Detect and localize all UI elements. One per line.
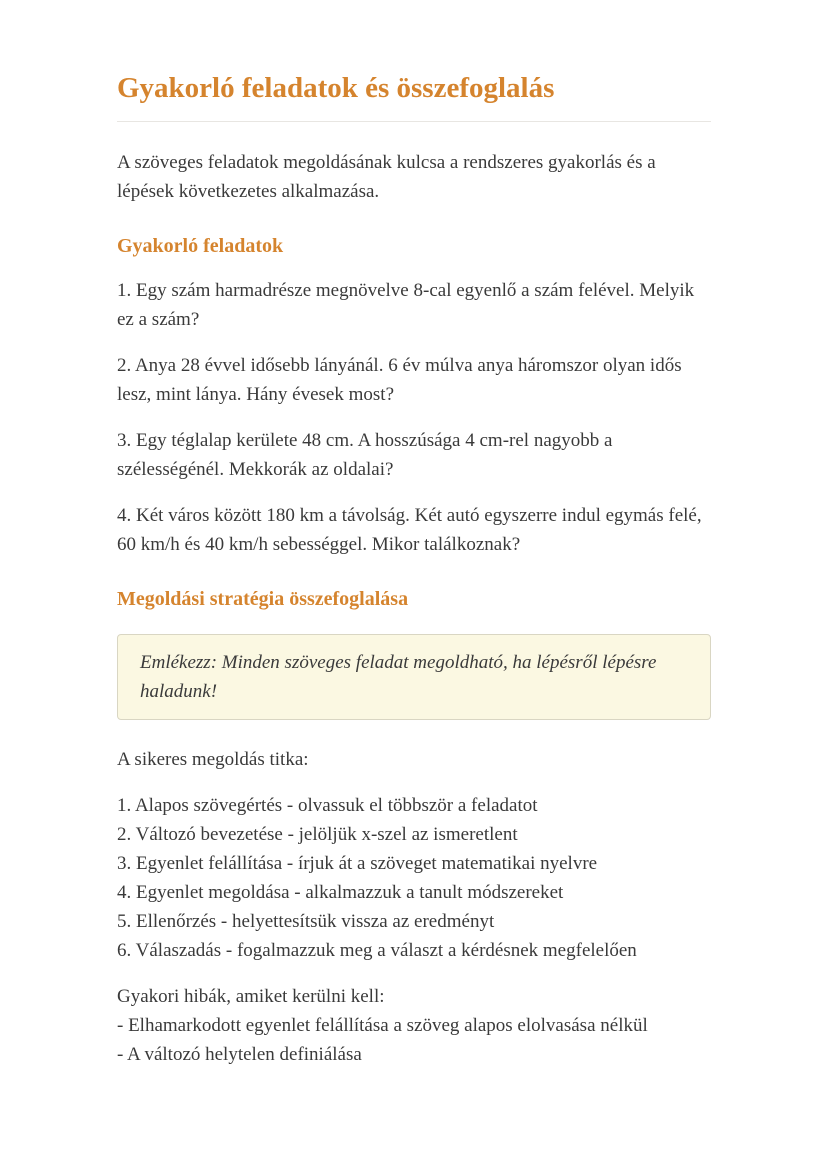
section-heading-strategy: Megoldási stratégia összefoglalása (117, 588, 409, 611)
callout-box (117, 634, 711, 720)
mistakes-block (117, 982, 711, 1069)
step-item-2: 2. Változó bevezetése - jelöljük x-szel az ismeretlent (117, 824, 518, 846)
callout-text: Emlékezz: Minden szöveges feladat megoldható, ha lépésről lépésre haladunk! (140, 652, 657, 703)
mistake-item-2: - A változó helytelen definiálása (117, 1044, 362, 1066)
step-item-6: 6. Válaszadás - fogalmazzuk meg a választ a kérdésnek megfelelően (117, 940, 637, 962)
page-title: Gyakorló feladatok és összefoglalás (117, 72, 555, 104)
step-item-5: 5. Ellenőrzés - helyettesítsük vissza az eredményt (117, 911, 495, 933)
practice-problem-4: 4. Két város között 180 km a távolság. Két autó egyszerre indul egymás felé, 60 km/h és 40 km/h sebességgel. Mikor találkoznak? (117, 505, 702, 556)
title-divider (117, 121, 711, 122)
practice-problem-3: 3. Egy téglalap kerülete 48 cm. A hosszúsága 4 cm-rel nagyobb a szélességénél. Mekkorák az oldalai? (117, 430, 613, 481)
intro-paragraph: A szöveges feladatok megoldásának kulcsa a rendszeres gyakorlás és a lépések következetes alkalmazása. (117, 152, 656, 203)
step-item-3: 3. Egyenlet felállítása - írjuk át a szöveget matematikai nyelvre (117, 853, 598, 875)
steps-list (117, 791, 711, 965)
step-item-1: 1. Alapos szövegértés - olvassuk el többször a feladatot (117, 795, 538, 817)
section-heading-practice: Gyakorló feladatok (117, 235, 284, 258)
mistakes-label: Gyakori hibák, amiket kerülni kell: (117, 986, 385, 1008)
mistake-item-1: - Elhamarkodott egyenlet felállítása a szöveg alapos elolvasása nélkül (117, 1015, 648, 1037)
document-content (117, 0, 711, 1069)
practice-problem-1: 1. Egy szám harmadrésze megnövelve 8-cal egyenlő a szám felével. Melyik ez a szám? (117, 280, 695, 331)
step-item-4: 4. Egyenlet megoldása - alkalmazzuk a tanult módszereket (117, 882, 564, 904)
practice-problem-2: 2. Anya 28 évvel idősebb lányánál. 6 év múlva anya háromszor olyan idős lesz, mint lánya. Hány évesek most? (117, 355, 682, 406)
secret-label: A sikeres megoldás titka: (117, 749, 309, 771)
